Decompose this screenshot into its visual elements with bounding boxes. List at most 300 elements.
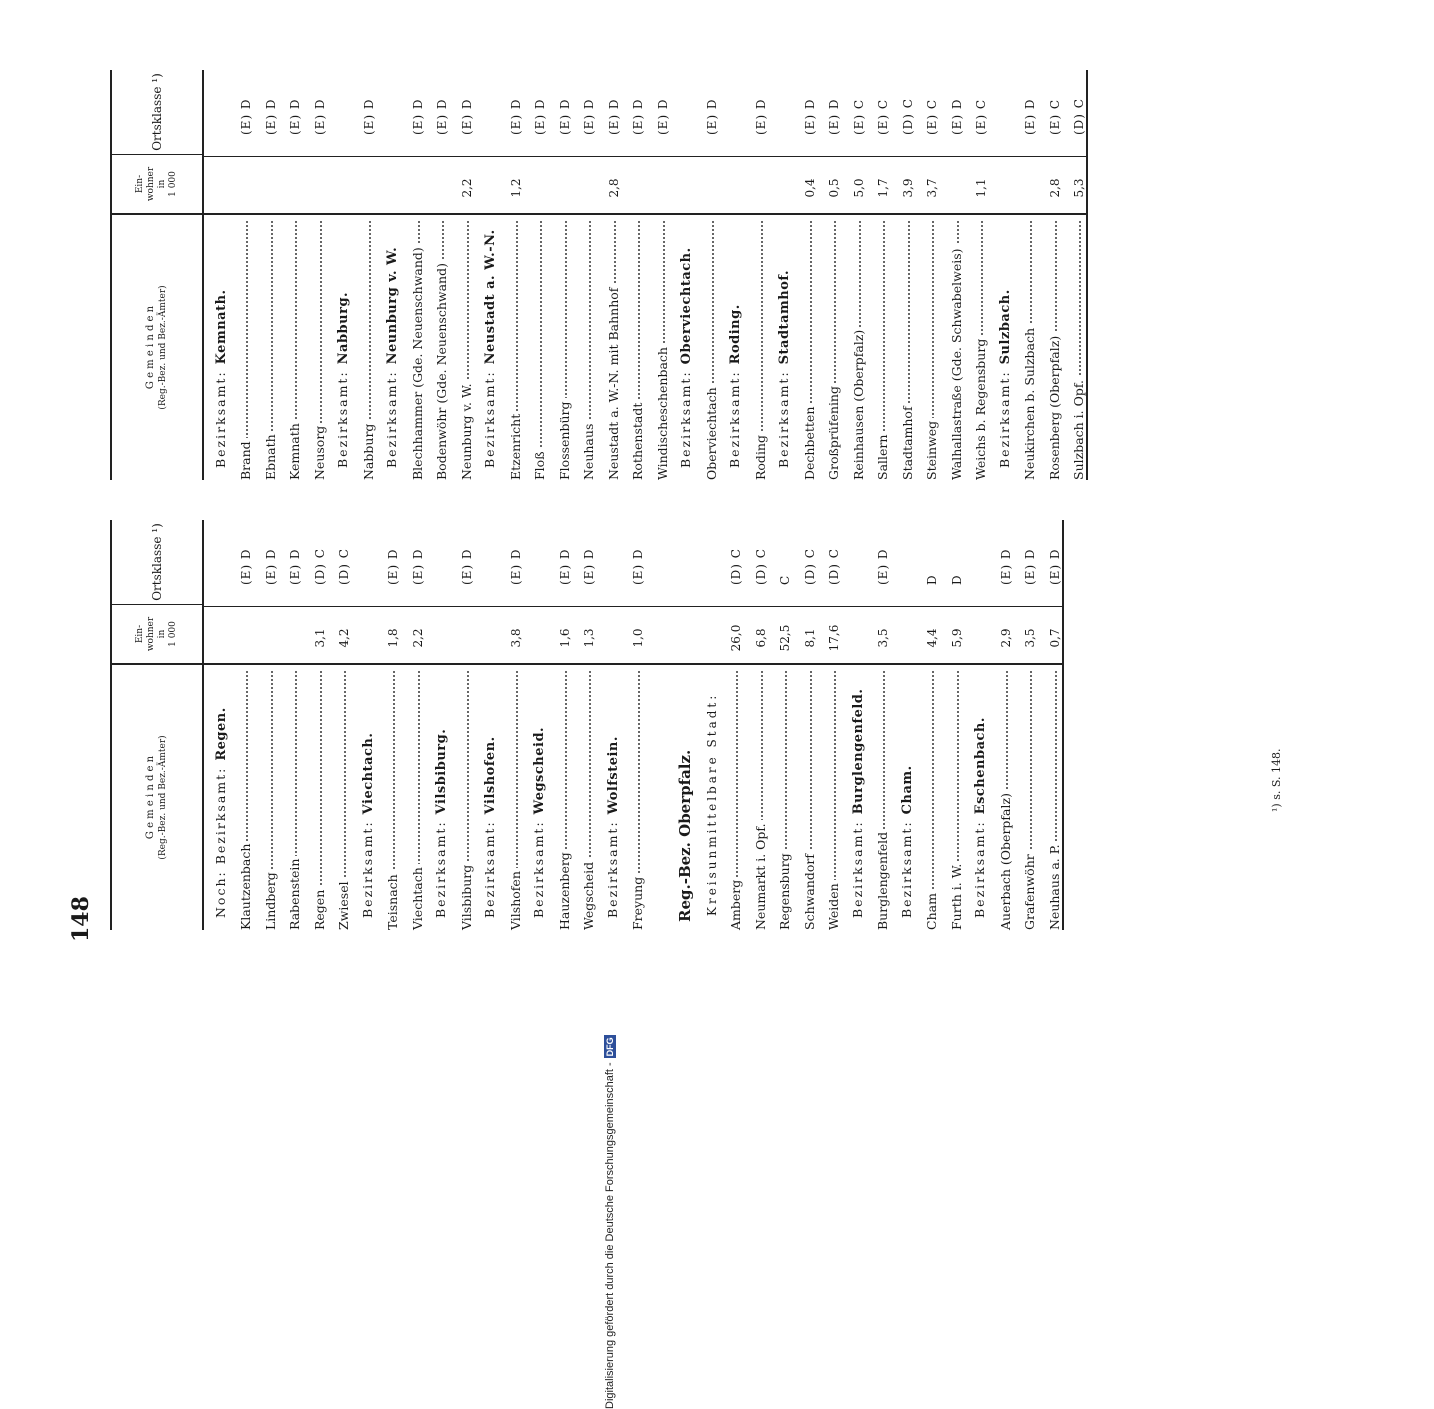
cell-einwohner: 1,3 — [582, 628, 596, 648]
table-row — [572, 520, 597, 930]
cell-gemeinde — [802, 665, 817, 930]
gemeinde-name: Teisnach — [385, 871, 400, 930]
office-name: Burglengenfeld. — [850, 688, 866, 815]
table-row — [1062, 70, 1087, 480]
cell-einwohner: 1,0 — [631, 628, 645, 648]
gemeinde-name: Weiden — [826, 880, 841, 930]
office-heading — [327, 70, 352, 480]
office-prefix: Bezirksamt: — [996, 370, 1012, 468]
gemeinde-name: Roding — [753, 432, 768, 480]
table-row — [694, 70, 719, 480]
header-ew-line: 1 000 — [168, 171, 178, 197]
gemeinde-name: Neusorg — [312, 423, 327, 480]
cell-ortsklasse: D — [949, 574, 964, 585]
cell-gemeinde — [459, 665, 474, 930]
column-rule — [204, 606, 1062, 607]
table-row — [449, 70, 474, 480]
office-prefix: Bezirksamt: — [359, 820, 375, 918]
gemeinde-name: Lindberg — [263, 869, 278, 930]
table-row — [278, 520, 303, 930]
cell-ortsklasse: (E) D — [802, 98, 817, 135]
office-heading — [596, 520, 621, 930]
cell-ortsklasse: (E) C — [925, 98, 939, 135]
gemeinde-name: Windischeschenbach — [655, 344, 670, 480]
cell-gemeinde — [482, 203, 498, 480]
credit-text: Digitalisierung gefördert durch die Deutsche Forschungsgemeinschaft - — [604, 1062, 616, 1409]
cell-einwohner: 0,4 — [802, 178, 817, 198]
table-row — [719, 520, 744, 930]
cell-ortsklasse: (E) D — [1047, 548, 1062, 585]
cell-gemeinde — [630, 215, 645, 480]
cell-ortsklasse: (E) D — [998, 548, 1013, 585]
gemeinde-name: Hauzenberg — [557, 849, 572, 930]
table-row — [253, 70, 278, 480]
table-row — [498, 70, 523, 480]
gemeinde-name: Cham — [924, 890, 939, 930]
table-row — [621, 520, 646, 930]
cell-gemeinde — [434, 215, 449, 480]
office-prefix: Bezirksamt: — [384, 370, 399, 468]
cell-ortsklasse: (E) D — [263, 548, 278, 585]
cell-ortsklasse: (E) D — [508, 98, 523, 135]
gemeinde-name: Walhallastraße (Gde. Schwabelweis) — [949, 245, 964, 480]
table-row — [400, 70, 425, 480]
office-prefix: Bezirksamt: — [604, 820, 620, 918]
cell-ortsklasse: (D) C — [337, 548, 351, 585]
table-row — [1037, 520, 1062, 930]
cell-gemeinde — [998, 665, 1013, 930]
cell-gemeinde — [900, 215, 915, 480]
header-ew-line: in — [157, 179, 167, 189]
gemeinde-name: Rosenberg (Oberpfalz) — [1047, 333, 1062, 480]
cell-ortsklasse: (E) D — [288, 98, 302, 135]
gemeinde-name: Grafenwöhr — [1022, 851, 1037, 930]
gemeinde-name: Neuhaus a. P. — [1047, 841, 1062, 930]
office-heading — [351, 520, 376, 930]
cell-ortsklasse: (D) C — [312, 548, 327, 585]
table-row — [1013, 520, 1038, 930]
cell-gemeinde — [630, 665, 645, 930]
cell-einwohner: 8,1 — [802, 628, 817, 648]
gemeinde-name: Neukirchen b. Sulzbach — [1022, 325, 1037, 480]
cell-gemeinde — [335, 203, 351, 480]
office-prefix: Bezirksamt: — [212, 370, 228, 468]
header-name-title: G e m e i n d e n — [145, 305, 156, 390]
cell-gemeinde — [678, 203, 694, 480]
header-gemeinden — [112, 213, 202, 480]
cell-gemeinde — [826, 665, 841, 930]
office-heading — [523, 520, 548, 930]
cell-ortsklasse: (D) C — [1072, 98, 1086, 135]
gemeinde-name: Floß — [532, 448, 547, 480]
cell-ortsklasse: (E) D — [655, 98, 670, 135]
bottom-rule — [1086, 70, 1088, 480]
office-name: Cham. — [899, 765, 915, 815]
gemeinde-name: Burglengenfeld — [875, 829, 890, 930]
office-name: Roding. — [728, 304, 743, 365]
office-name: Eschenbach. — [973, 717, 988, 815]
cell-ortsklasse: (E) D — [631, 98, 645, 135]
header-einwohner — [112, 604, 202, 663]
table-header — [110, 520, 204, 930]
office-name: Neustadt a. W.-N. — [483, 229, 498, 365]
cell-ortsklasse: (E) D — [459, 548, 474, 585]
gemeinde-name: Viechtach — [410, 864, 425, 930]
cell-ortsklasse: (E) D — [704, 98, 719, 135]
gemeinde-name: Sulzbach i. Opf. — [1071, 377, 1086, 480]
cell-gemeinde — [851, 215, 866, 480]
table-row — [547, 70, 572, 480]
cell-ortsklasse: (E) D — [1023, 98, 1037, 135]
office-name: Wolfstein. — [605, 736, 621, 815]
office-prefix: Bezirksamt: — [898, 820, 914, 918]
table-row — [792, 70, 817, 480]
table-row — [645, 70, 670, 480]
gemeinde-name: Amberg — [728, 877, 743, 930]
digitization-credit — [604, 989, 616, 1409]
cell-ortsklasse: (E) C — [876, 98, 890, 135]
office-name: Vilshofen. — [483, 736, 498, 815]
cell-ortsklasse: (E) D — [606, 98, 621, 135]
cell-gemeinde — [532, 215, 547, 480]
office-prefix: Bezirksamt: — [531, 820, 546, 918]
cell-ortsklasse: D — [925, 574, 939, 585]
office-prefix: Bezirksamt: — [776, 370, 791, 468]
cell-ortsklasse: (E) D — [386, 548, 400, 585]
cell-ortsklasse: C — [778, 574, 792, 585]
cell-ortsklasse: (E) D — [1023, 548, 1037, 585]
cell-ortsklasse: (E) D — [239, 548, 253, 585]
table-row — [425, 70, 450, 480]
table-row — [621, 70, 646, 480]
office-name: Regen. — [213, 707, 229, 761]
cell-gemeinde — [312, 665, 327, 930]
cell-ortsklasse: (D) C — [900, 98, 915, 135]
cell-gemeinde — [605, 653, 621, 930]
table-row — [351, 70, 376, 480]
cell-ortsklasse: (E) D — [312, 98, 327, 135]
table-row — [302, 520, 327, 930]
table-body — [204, 520, 1062, 930]
header-ew-line: Ein- — [135, 174, 145, 194]
cell-ortsklasse: (E) D — [459, 98, 474, 135]
cell-ortsklasse: (E) D — [582, 98, 596, 135]
header-ew-line: wohner — [146, 616, 156, 652]
cell-ortsklasse: (E) C — [974, 98, 988, 135]
cell-einwohner: 52,5 — [778, 624, 792, 652]
cell-gemeinde — [238, 665, 253, 930]
table-row — [817, 70, 842, 480]
region-heading — [670, 520, 695, 930]
office-prefix: Bezirksamt: — [335, 370, 350, 468]
office-heading — [964, 520, 989, 930]
cell-ortsklasse: (E) D — [827, 98, 841, 135]
header-einwohner — [112, 154, 202, 213]
cell-einwohner: 3,8 — [508, 628, 523, 648]
gemeinde-name: Auerbach (Oberpfalz) — [998, 790, 1013, 930]
gemeinde-name: Neustadt a. W.-N. mit Bahnhof — [606, 285, 621, 480]
cell-ortsklasse: (E) D — [361, 98, 376, 135]
cell-gemeinde — [727, 203, 743, 480]
cell-gemeinde — [361, 215, 376, 480]
table-row — [253, 520, 278, 930]
cell-einwohner: 2,8 — [606, 178, 621, 198]
cell-ortsklasse: (E) D — [239, 98, 253, 135]
office-name: Oberviechtach. — [679, 247, 694, 365]
cell-gemeinde — [433, 653, 449, 930]
cell-einwohner: 0,7 — [1047, 628, 1062, 648]
cell-einwohner: 4,2 — [337, 628, 351, 648]
spaced-heading — [694, 520, 719, 930]
table-row — [376, 520, 401, 930]
cell-ortsklasse: (E) D — [557, 548, 572, 585]
gemeinde-name: Kreisunmittelbare Stadt: — [705, 690, 719, 916]
cell-ortsklasse: (E) C — [1047, 98, 1062, 135]
cell-gemeinde — [676, 657, 694, 930]
cell-gemeinde — [949, 215, 964, 480]
office-name: Kemnath. — [213, 289, 229, 365]
office-heading — [768, 70, 793, 480]
office-heading — [988, 70, 1013, 480]
gemeinde-name: Weichs b. Regensburg — [973, 336, 988, 480]
cell-ortsklasse: (D) C — [827, 548, 841, 585]
gemeinde-name: Vilsbiburg — [459, 862, 474, 930]
cell-einwohner: 1,6 — [557, 628, 572, 648]
cell-einwohner: 2,8 — [1047, 178, 1062, 198]
table-row — [792, 520, 817, 930]
gemeinde-name: Wegscheid — [581, 859, 596, 930]
gemeinde-name: Großprüfening — [826, 383, 841, 480]
table-row — [939, 520, 964, 930]
table-row — [915, 70, 940, 480]
table-row — [939, 70, 964, 480]
cell-einwohner: 2,9 — [998, 628, 1013, 648]
cell-gemeinde — [606, 215, 621, 480]
header-name-subtitle: (Reg.-Bez. und Bez.-Ämter) — [158, 285, 168, 410]
cell-gemeinde — [850, 653, 866, 930]
cell-gemeinde — [728, 665, 743, 930]
cell-gemeinde — [1022, 215, 1037, 480]
gemeinde-name: Freyung — [630, 874, 645, 930]
cell-einwohner: 3,5 — [1023, 628, 1037, 648]
cell-ortsklasse: (E) D — [435, 98, 449, 135]
cell-ortsklasse: (E) D — [263, 98, 278, 135]
office-heading — [376, 70, 401, 480]
gemeinde-name: Neuhaus — [581, 421, 596, 480]
cell-ortsklasse: (E) D — [876, 548, 890, 585]
cell-ortsklasse: (E) D — [631, 548, 645, 585]
gemeinde-name: Nabburg — [361, 421, 376, 480]
gemeinde-name: Regensburg — [777, 850, 792, 930]
cell-einwohner: 1,1 — [974, 178, 988, 198]
office-prefix: Bezirksamt: — [482, 370, 497, 468]
office-name: Nabburg. — [336, 291, 351, 365]
table-row — [400, 520, 425, 930]
cell-gemeinde — [1022, 665, 1037, 930]
gemeinde-name: Oberviechtach — [704, 384, 719, 480]
office-name: Stadtamhof. — [777, 269, 792, 365]
cell-einwohner: 2,2 — [410, 628, 425, 648]
blank-heading — [645, 520, 670, 930]
gemeinde-name: Reinhausen (Oberpfalz) — [851, 327, 866, 480]
table-row — [817, 520, 842, 930]
cell-gemeinde — [287, 215, 302, 480]
cell-gemeinde — [972, 653, 988, 930]
office-heading — [890, 520, 915, 930]
cell-gemeinde — [531, 653, 547, 930]
table-row — [964, 70, 989, 480]
office-heading — [670, 70, 695, 480]
cell-gemeinde — [949, 665, 964, 930]
cell-gemeinde — [826, 215, 841, 480]
office-prefix: Bezirksamt: — [482, 820, 497, 918]
gemeinde-name: Regen — [312, 887, 327, 930]
cell-ortsklasse: (E) D — [288, 548, 302, 585]
table-row — [229, 520, 254, 930]
cell-gemeinde — [482, 653, 498, 930]
cell-einwohner: 3,5 — [876, 628, 890, 648]
office-heading — [474, 70, 499, 480]
table-row — [498, 520, 523, 930]
table-row — [523, 70, 548, 480]
page-number: 148 — [68, 896, 94, 942]
table-row — [743, 70, 768, 480]
cell-gemeinde — [557, 215, 572, 480]
table-left — [110, 520, 1064, 930]
gemeinde-name: Zwiesel — [336, 878, 351, 930]
cell-gemeinde — [581, 665, 596, 930]
gemeinde-name: Schwandorf — [802, 851, 817, 930]
cell-gemeinde — [360, 653, 376, 930]
cell-ortsklasse: (E) D — [533, 98, 547, 135]
header-name-subtitle: (Reg.-Bez. und Bez.-Ämter) — [158, 735, 168, 860]
cell-gemeinde — [410, 215, 425, 480]
gemeinde-name: Bodenwöhr (Gde. Neuenschwand) — [434, 260, 449, 480]
cell-einwohner: 6,8 — [753, 628, 768, 648]
cell-gemeinde — [410, 665, 425, 930]
office-prefix: Bezirksamt: — [433, 820, 448, 918]
header-ew-line: in — [157, 629, 167, 639]
table-right — [110, 70, 1088, 480]
cell-einwohner: 3,9 — [900, 178, 915, 198]
table-row — [327, 520, 352, 930]
column-rule — [204, 156, 1086, 157]
cell-gemeinde — [777, 665, 792, 930]
cell-ortsklasse: (E) D — [557, 98, 572, 135]
cell-gemeinde — [238, 215, 253, 480]
cell-einwohner: 0,5 — [827, 178, 841, 198]
header-ortsklasse: Ortsklasse ¹) — [150, 73, 164, 151]
gemeinde-name: Rothenstadt — [630, 400, 645, 480]
table-row — [915, 520, 940, 930]
office-name: Wegscheid. — [532, 726, 547, 815]
cell-gemeinde — [1047, 665, 1062, 930]
office-heading — [474, 520, 499, 930]
gemeinde-name: Reg.-Bez. Oberpfalz. — [676, 747, 694, 922]
cell-gemeinde — [924, 665, 939, 930]
cell-gemeinde — [1047, 215, 1062, 480]
office-name: Neunburg v. W. — [385, 246, 400, 365]
office-prefix: Bezirksamt: — [678, 370, 693, 468]
table-row — [866, 70, 891, 480]
gemeinde-name: Furth i. W. — [949, 861, 964, 930]
dfg-logo: DFG — [605, 1037, 615, 1057]
gemeinde-name: Etzenricht — [508, 411, 523, 480]
cell-gemeinde — [385, 665, 400, 930]
office-prefix: Noch: Bezirksamt: — [212, 766, 228, 918]
cell-ortsklasse: (E) D — [410, 98, 425, 135]
cell-ortsklasse: (E) D — [753, 98, 768, 135]
cell-gemeinde — [704, 215, 719, 480]
office-heading — [719, 70, 744, 480]
gemeinde-name: Steinweg — [924, 418, 939, 480]
cell-ortsklasse: (E) D — [508, 548, 523, 585]
cell-gemeinde — [875, 665, 890, 930]
table-row — [596, 70, 621, 480]
table-row — [890, 70, 915, 480]
gemeinde-name: Klautzenbach — [238, 841, 253, 930]
cell-einwohner: 5,9 — [949, 628, 964, 648]
cell-gemeinde — [384, 203, 400, 480]
cell-einwohner: 1,8 — [386, 628, 400, 648]
cell-gemeinde — [312, 215, 327, 480]
table-row — [866, 520, 891, 930]
office-heading — [204, 520, 229, 930]
office-prefix: Bezirksamt: — [727, 370, 742, 468]
header-ew-line: 1 000 — [168, 621, 178, 647]
header-gemeinden — [112, 663, 202, 930]
table-row — [1013, 70, 1038, 480]
gemeinde-name: Vilshofen — [508, 868, 523, 930]
gemeinde-name: Flossenbürg — [557, 398, 572, 480]
header-ew-line: wohner — [146, 166, 156, 202]
gemeinde-name: Rabenstein — [287, 856, 302, 930]
gemeinde-name: Ebnath — [263, 431, 278, 480]
table-body — [204, 70, 1086, 480]
cell-ortsklasse: (E) D — [410, 548, 425, 585]
table-row — [229, 70, 254, 480]
gemeinde-name: Neunburg v. W. — [459, 380, 474, 480]
cell-gemeinde — [924, 215, 939, 480]
office-heading — [204, 70, 229, 480]
office-prefix: Bezirksamt: — [972, 820, 987, 918]
cell-gemeinde — [508, 665, 523, 930]
office-name: Sulzbach. — [997, 289, 1013, 365]
office-prefix: Bezirksamt: — [849, 820, 865, 918]
cell-ortsklasse: (E) D — [582, 548, 596, 585]
cell-gemeinde — [1071, 215, 1086, 480]
office-heading — [425, 520, 450, 930]
table-header — [110, 70, 204, 480]
cell-gemeinde — [263, 215, 278, 480]
table-row — [768, 520, 793, 930]
cell-einwohner: 3,1 — [312, 628, 327, 648]
table-row — [1037, 70, 1062, 480]
cell-gemeinde — [655, 215, 670, 480]
cell-gemeinde — [213, 203, 229, 480]
cell-gemeinde — [508, 215, 523, 480]
cell-gemeinde — [459, 215, 474, 480]
footnote: ¹) s. S. 148. — [1270, 748, 1283, 812]
cell-gemeinde — [557, 665, 572, 930]
cell-gemeinde — [753, 665, 768, 930]
cell-einwohner: 1,2 — [508, 178, 523, 198]
gemeinde-name: Dechbetten — [802, 404, 817, 480]
cell-gemeinde — [287, 665, 302, 930]
header-name-title: G e m e i n d e n — [145, 755, 156, 840]
gemeinde-name: Kemnath — [287, 420, 302, 480]
cell-einwohner: 5,3 — [1072, 178, 1086, 198]
